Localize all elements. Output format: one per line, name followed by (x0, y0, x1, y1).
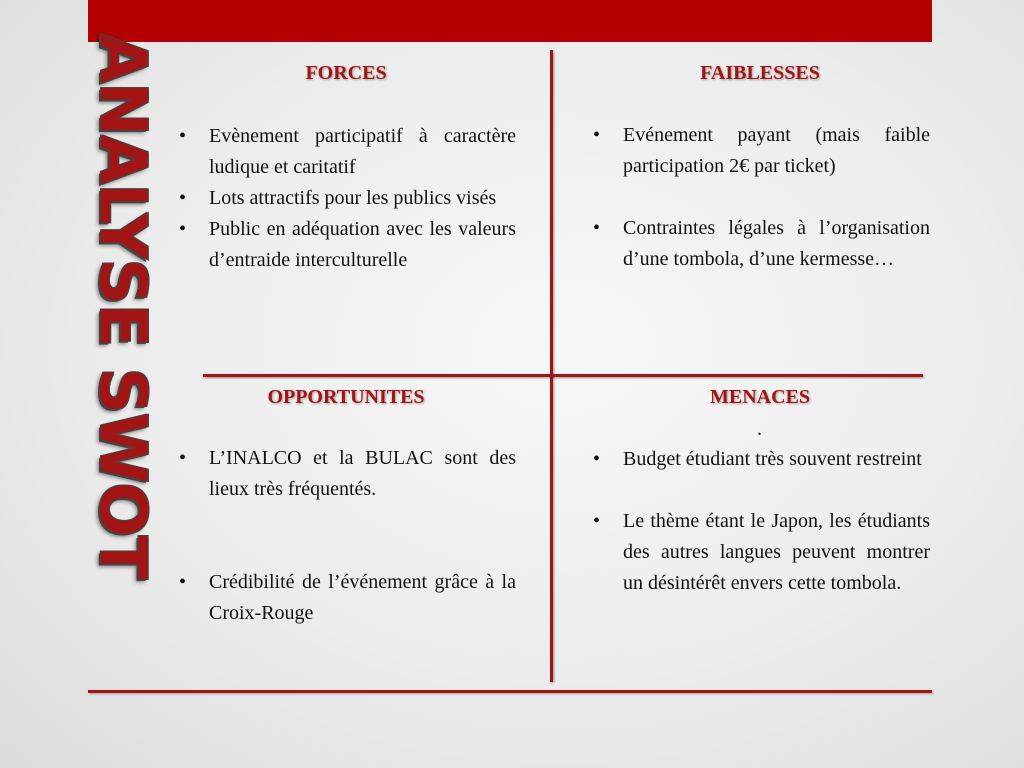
faiblesses-list (590, 120, 930, 275)
forces-list (176, 121, 516, 276)
list-item: • Evénement payant (mais faible participation 2€ par ticket) (590, 120, 930, 182)
menaces-dot: . (757, 418, 762, 440)
vertical-divider (550, 50, 553, 682)
list-item: • Contraintes légales à l’organisation d’une tombola, d’une kermesse… (590, 213, 930, 275)
bottom-rule (88, 690, 932, 693)
slide-title: ANALYSE SWOT (85, 33, 159, 579)
list-item: • Le thème étant le Japon, les étudiants des autres langues peuvent montrer un désintérêt envers cette tombola. (590, 506, 930, 599)
opportunites-list (176, 443, 516, 629)
list-item: • Budget étudiant très souvent restreint (590, 444, 930, 475)
list-item: • Lots attractifs pour les publics visés (176, 183, 516, 214)
menaces-list (590, 444, 930, 599)
opportunites-title: OPPORTUNITES (267, 386, 425, 408)
list-item: • Crédibilité de l’événement grâce à la Croix-Rouge (176, 567, 516, 629)
list-item: • L’INALCO et la BULAC sont des lieux très fréquentés. (176, 443, 516, 505)
forces-title: FORCES (305, 62, 387, 84)
list-item: • Evènement participatif à caractère ludique et caritatif (176, 121, 516, 183)
list-item: • Public en adéquation avec les valeurs d’entraide interculturelle (176, 214, 516, 276)
menaces-title: MENACES (709, 386, 810, 408)
horizontal-divider (203, 374, 923, 377)
top-banner (88, 0, 932, 42)
faiblesses-title: FAIBLESSES (700, 62, 820, 84)
